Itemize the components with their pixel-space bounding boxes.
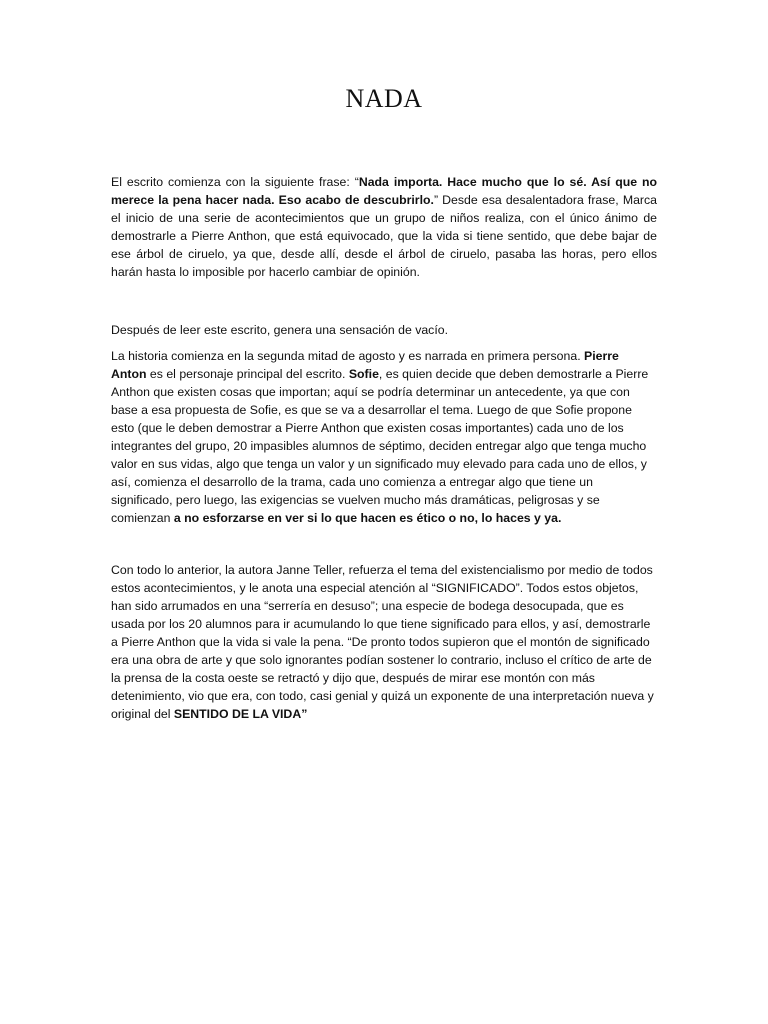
document-title: NADA	[345, 84, 423, 113]
paragraph-story-protagonist: Pierre Anton	[111, 349, 619, 381]
paragraph-analysis-keyword: SIGNIFICADO	[435, 581, 516, 595]
paragraph-story-text: La historia comienza en la segunda mitad de agosto y es narrada en primera persona.	[111, 349, 585, 363]
paragraph-analysis-text: Con todo lo anterior, la autora Janne Teller, refuerza el tema del existencialismo por medio de todos estos acontecimientos, y le anota una especial atención al “	[111, 563, 653, 595]
paragraph-story-sofie: Sofie	[348, 367, 379, 381]
paragraph-intro	[111, 173, 657, 281]
paragraph-story	[111, 347, 657, 527]
paragraph-story-ending: a no esforzarse en ver si lo que hacen es ético o no, lo haces y ya.	[173, 511, 562, 525]
paragraph-analysis	[111, 561, 657, 723]
paragraph-analysis-text-2: ”. Todos estos objetos, han sido arrumados en una “serrería en desuso”; una especie de bodega desocupada, que es usada por los 20 alumnos para ir acumulando lo que tiene significado para ellos, y así, demostrarle a Pierre Anthon que la vida si vale la pena. “De pronto todos supieron que el montón de significado era una obra de arte y que solo ignorantes podían sostener lo contrario, incluso el crítico de arte de la prensa de la costa oeste se retractó y dijo que, después de mirar ese montón con más detenimiento, vio que era, con todo, casi genial y quizá un exponente de una interpretación nueva y original del	[111, 581, 654, 721]
paragraph-story-text-2: es el personaje principal del escrito.	[146, 367, 349, 381]
paragraph-impression: Después de leer este escrito, genera una sensación de vacío.	[111, 323, 449, 337]
paragraph-intro-text: El escrito comienza con la siguiente frase: “	[111, 175, 359, 189]
paragraph-analysis-closing: SENTIDO DE LA VIDA”	[173, 707, 308, 721]
paragraph-story-text-3: , es quien decide que deben demostrarle a Pierre Anthon que existen cosas que importan; aquí se podría determinar un antecedente, ya que con base a esa propuesta de Sofie, es que se va a desarrollar el tema. Luego de que Sofie propone esto (que le deben demostrar a Pierre Anthon que existen cosas importantes) cada uno de los integrantes del grupo, 20 impasibles alumnos de séptimo, deciden entregar algo que tenga mucho valor en sus vidas, algo que tenga un valor y un significado muy elevado para cada uno de ellos, y así, comienza el desarrollo de la trama, cada uno comienza a entregar algo que tiene un significado, pero luego, las exigencias se vuelven mucho más dramáticas, peligrosas y se comienzan	[111, 367, 649, 525]
paragraph-intro-text-rest: ” Desde esa desalentadora frase, Marca el inicio de una serie de acontecimientos que un grupo de niños realiza, con el único ánimo de demostrarle a Pierre Anthon, que está equivocado, que la vida si tiene sentido, que debe bajar de ese árbol de ciruelo, ya que, desde allí, desde el árbol de ciruelo, pasaba las horas, pero ellos harán hasta lo imposible por hacerlo cambiar de opinión.	[111, 193, 657, 279]
paragraph-intro-emphasis: Nada importa.	[358, 175, 443, 189]
paragraph-intro-quote: Hace mucho que lo sé. Así que no merece la pena hacer nada. Eso acabo de descubrirlo.	[111, 175, 658, 207]
